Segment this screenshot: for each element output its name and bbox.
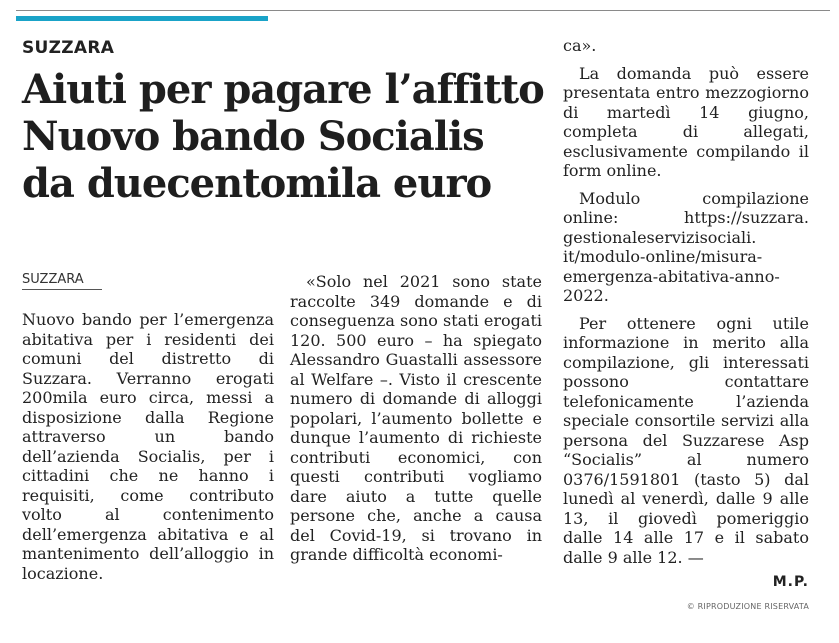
top-rule <box>16 10 830 11</box>
byline-location: SUZZARA <box>22 272 102 290</box>
paragraph: Per ottenere ogni utile informazione in merito alla compilazione, gli interessati possono contattare telefonicamente l’azienda speciale consortile servizi alla persona del Suzzarese Asp “Socialis” al numero 0376/1591801 (tasto 5) dal lunedì al venerdì, dalle 9 alle 13, il giovedì pomeriggio dalle 14 alle 17 e il sabato dalle 9 alle 12. — <box>563 313 809 567</box>
author-signature: M.P. <box>772 574 809 590</box>
column-2 <box>290 272 542 565</box>
paragraph: Nuovo bando per l’emergenza abitativa per i residenti dei comuni del distretto di Suzzara. Verranno erogati 200mila euro circa, messi a disposizione dalla Regione attraverso un bando dell’azienda Socialis, per i cittadini che ne hanno i requisiti, come contributo volto al contenimento dell’emergenza abitativa e al mantenimento dell’alloggio in locazione. <box>22 310 274 583</box>
kicker: SUZZARA <box>22 38 115 58</box>
paragraph-continuation: ca». <box>563 36 597 55</box>
paragraph: La domanda può essere presentata entro mezzogiorno di martedì 14 giugno, completa di allegati, esclusivamente compilando il form online. <box>563 63 809 180</box>
paragraph: «Solo nel 2021 sono state raccolte 349 domande e di conseguenza sono stati erogati 120. 500 euro – ha spiegato Alessandro Guastalli assessore al Welfare –. Visto il crescente numero di domande di alloggi popolari, l’aumento bollette e dunque l’aumento di richieste contributi economici, con questi contributi vogliamo dare aiuto a tutte quelle persone che, anche a causa del Covid-19, si trovano in grande difficoltà economi- <box>290 272 542 564</box>
column-3 <box>563 36 809 575</box>
copyright-notice: © RIPRODUZIONE RISERVATA <box>686 602 809 611</box>
headline <box>22 66 552 207</box>
column-1 <box>22 310 274 583</box>
headline-line: da duecentomila euro <box>22 160 492 207</box>
headline-line: Nuovo bando Socialis <box>22 113 484 160</box>
paragraph: Modulo compilazione online: https://suzzara. gestionaleservizisociali. it/modulo-online/misura-emergenza-abitativa-anno-2022. <box>563 188 809 305</box>
accent-bar <box>16 16 268 21</box>
headline-line: Aiuti per pagare l’affitto <box>22 66 544 113</box>
